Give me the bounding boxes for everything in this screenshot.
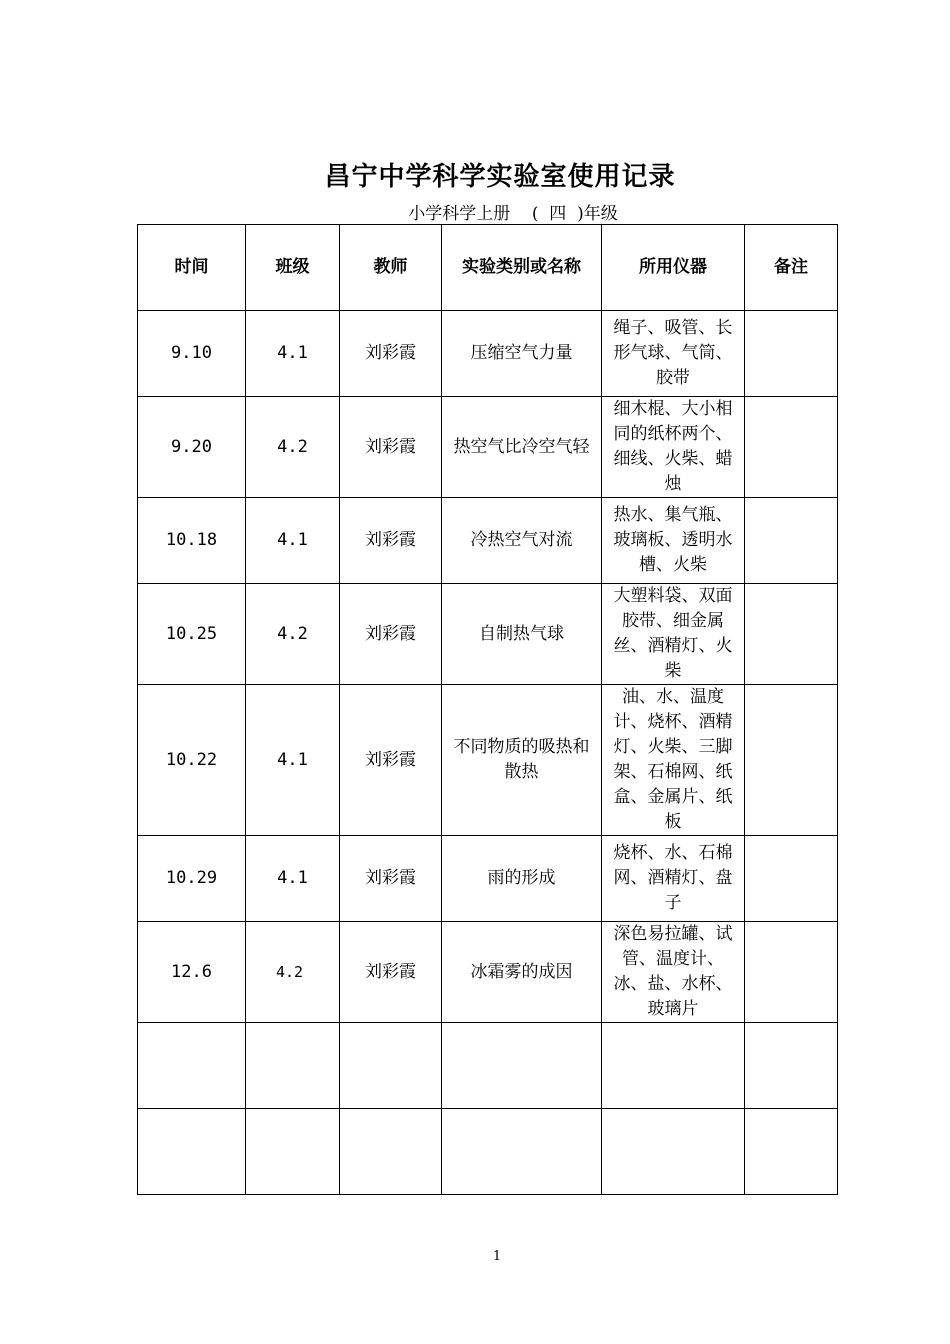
- table-row: [138, 685, 838, 836]
- document-title: 昌宁中学科学实验室使用记录: [324, 162, 676, 192]
- cell-teacher: 刘彩霞: [340, 922, 442, 1023]
- cell-teacher: 刘彩霞: [340, 836, 442, 922]
- cell-teacher: 刘彩霞: [340, 685, 442, 836]
- cell-time: 9.10: [138, 311, 246, 397]
- header-instruments: 所用仪器: [602, 225, 745, 311]
- table-row: [138, 311, 838, 397]
- cell-teacher: 刘彩霞: [340, 498, 442, 584]
- table-row: [138, 498, 838, 584]
- cell-time: [138, 1023, 246, 1109]
- cell-remarks: [745, 397, 838, 498]
- cell-class: 4.2: [246, 397, 340, 498]
- cell-experiment: 自制热气球: [442, 584, 602, 685]
- header-class: 班级: [246, 225, 340, 311]
- table-row: [138, 836, 838, 922]
- cell-class: 4.1: [246, 836, 340, 922]
- cell-class: [246, 1109, 340, 1195]
- cell-time: 12.6: [138, 922, 246, 1023]
- table-row-empty: [138, 1023, 838, 1109]
- cell-experiment: 冰霜雾的成因: [442, 922, 602, 1023]
- cell-remarks: [745, 584, 838, 685]
- cell-teacher: [340, 1023, 442, 1109]
- cell-remarks: [745, 1109, 838, 1195]
- cell-remarks: [745, 311, 838, 397]
- cell-time: 10.22: [138, 685, 246, 836]
- table-row-empty: [138, 1109, 838, 1195]
- cell-remarks: [745, 836, 838, 922]
- cell-remarks: [745, 498, 838, 584]
- table-row: [138, 584, 838, 685]
- cell-experiment: 不同物质的吸热和散热: [442, 685, 602, 836]
- cell-experiment: 雨的形成: [442, 836, 602, 922]
- header-remarks: 备注: [745, 225, 838, 311]
- header-time: 时间: [138, 225, 246, 311]
- table-header-row: [138, 225, 838, 311]
- cell-time: 10.29: [138, 836, 246, 922]
- cell-remarks: [745, 922, 838, 1023]
- cell-class: [246, 1023, 340, 1109]
- table-row: [138, 397, 838, 498]
- cell-class: 4.2: [246, 584, 340, 685]
- cell-instruments: 绳子、吸管、长形气球、气筒、胶带: [602, 311, 745, 397]
- cell-experiment: 热空气比冷空气轻: [442, 397, 602, 498]
- page-number: 1: [492, 1249, 502, 1264]
- cell-remarks: [745, 685, 838, 836]
- cell-time: 9.20: [138, 397, 246, 498]
- cell-teacher: 刘彩霞: [340, 584, 442, 685]
- cell-instruments: [602, 1023, 745, 1109]
- cell-remarks: [745, 1023, 838, 1109]
- cell-class: 4.2: [246, 922, 340, 1023]
- cell-instruments: 烧杯、水、石棉网、酒精灯、盘子: [602, 836, 745, 922]
- cell-class: 4.1: [246, 498, 340, 584]
- cell-instruments: 油、水、温度计、烧杯、酒精灯、火柴、三脚架、石棉网、纸盒、金属片、纸板: [602, 685, 745, 836]
- cell-class: 4.1: [246, 311, 340, 397]
- cell-class: 4.1: [246, 685, 340, 836]
- document-subtitle: 小学科学上册 ( 四 )年级: [408, 204, 618, 224]
- cell-instruments: 细木棍、大小相同的纸杯两个、细线、火柴、蜡烛: [602, 397, 745, 498]
- cell-instruments: 大塑料袋、双面胶带、细金属丝、酒精灯、火柴: [602, 584, 745, 685]
- cell-experiment: [442, 1109, 602, 1195]
- cell-experiment: 冷热空气对流: [442, 498, 602, 584]
- cell-instruments: [602, 1109, 745, 1195]
- table-row: [138, 922, 838, 1023]
- cell-teacher: 刘彩霞: [340, 311, 442, 397]
- lab-usage-table: [137, 224, 838, 1195]
- cell-experiment: 压缩空气力量: [442, 311, 602, 397]
- cell-teacher: 刘彩霞: [340, 397, 442, 498]
- cell-time: 10.25: [138, 584, 246, 685]
- header-experiment: 实验类别或名称: [442, 225, 602, 311]
- cell-experiment: [442, 1023, 602, 1109]
- cell-time: [138, 1109, 246, 1195]
- header-teacher: 教师: [340, 225, 442, 311]
- cell-time: 10.18: [138, 498, 246, 584]
- cell-teacher: [340, 1109, 442, 1195]
- cell-instruments: 热水、集气瓶、玻璃板、透明水槽、火柴: [602, 498, 745, 584]
- cell-instruments: 深色易拉罐、试管、温度计、冰、盐、水杯、玻璃片: [602, 922, 745, 1023]
